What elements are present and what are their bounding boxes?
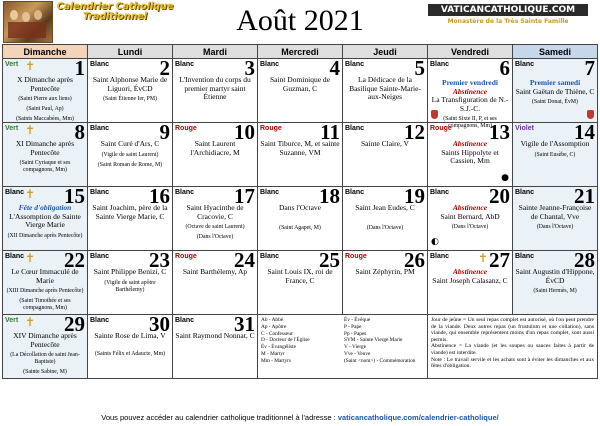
commemoration: (Sainte Sabine, M) (23, 369, 67, 375)
feast-name: Saint Bernard, AbD (440, 211, 500, 221)
commemoration: (Saint Eusèbe, C) (534, 151, 576, 158)
weekday-header: Mercredi (258, 45, 343, 59)
feast-name: Saint Louis IX, roi de France, C (267, 267, 333, 285)
liturgical-color: Blanc (90, 253, 110, 260)
feast-name: Saint Dominique de Guzman, C (270, 75, 330, 93)
liturgical-color: Rouge (345, 253, 367, 260)
liturgical-color: Blanc (430, 253, 450, 260)
latin-cross-icon: ✝ (25, 123, 36, 137)
day-cell (343, 184, 428, 251)
day-number: 5 (414, 56, 425, 80)
feast-name: Sainte Claire, V (361, 139, 409, 148)
legend-entry: D - Docteur de l'Église (261, 337, 310, 344)
feast-name: Saints Hippolyte et Cassien, Mm (441, 147, 499, 165)
obligation-label: Fête d'obligation (18, 203, 72, 212)
feast-name: X Dimanche après Pentecôte (17, 75, 73, 93)
abstinence-label: Abstinence (452, 139, 488, 148)
liturgical-color: Violet (515, 125, 534, 132)
day-cell (88, 184, 173, 251)
legend-entry: P - Pape (344, 323, 362, 330)
feast-name: Le Cœur Immaculé de Marie (11, 267, 79, 285)
day-cell (88, 120, 173, 187)
week-row (3, 59, 598, 123)
day-number: 6 (499, 56, 510, 80)
liturgical-color: Rouge (175, 253, 197, 260)
day-cell (3, 120, 88, 187)
latin-cross-icon: ✝ (25, 187, 36, 201)
commemoration: (Saint Agapet, M) (279, 224, 321, 231)
weekday-header: Mardi (173, 45, 258, 59)
commemoration: (Vigile de saint Laurent) (101, 151, 159, 158)
day-number: 13 (489, 120, 510, 144)
day-number: 4 (329, 56, 340, 80)
feast-name: XI Dimanche après Pentecôte (15, 139, 75, 157)
feast-name: Saint Zéphyrin, PM (355, 267, 415, 276)
commemoration: (Saint Sixte II, P, et ses compagnons, Mm) (443, 116, 497, 129)
legend-entry: Vve - Veuve (344, 350, 371, 357)
day-cell (88, 56, 173, 123)
day-number: 29 (64, 312, 85, 336)
immaculate-heart-icon (587, 110, 594, 119)
liturgical-color: Vert (5, 61, 19, 68)
legend-entry: Év - Évangéliste (261, 344, 297, 351)
day-number: 21 (574, 184, 595, 208)
feast-name: Sainte Jeanne-Françoise de Chantal, Vve (518, 203, 592, 221)
feast-name: XIV Dimanche après Pentecôte (13, 331, 77, 349)
legend-entry: SVM - Sainte Vierge Marie (344, 337, 403, 344)
day-number: 24 (234, 248, 255, 272)
commemoration: (Dans l'Octave) (451, 224, 489, 230)
day-cell (173, 56, 258, 123)
day-number: 7 (584, 56, 595, 80)
moon-phase-icon: ● (501, 173, 509, 183)
latin-cross-icon: ✝ (25, 315, 36, 329)
calendar-grid (2, 44, 598, 379)
abstinence-label: Abstinence (452, 86, 488, 96)
commemoration: (Dans l'Octave) (536, 224, 574, 230)
day-cell (258, 120, 343, 187)
commemoration: (XII Dimanche après Pentecôte) (7, 232, 83, 239)
feast-name: Saint Augustin d'Hippone, ÉvCD (515, 267, 595, 285)
fasting-note: Jour de jeûne = Un seul repas complet est autorisé, où l'on peut prendre de la viande. Deux autres repas (un frustulum et une collation), sans viande, qui ensemble représentent moins d'un repas complet, sont aussi permis. (431, 317, 594, 343)
week-row (3, 315, 598, 379)
liturgical-color: Blanc (515, 61, 535, 68)
feast-name: Saint Hyacinthe de Cracovie, C (186, 203, 244, 221)
legend-column-2 (344, 317, 415, 365)
day-number: 18 (319, 184, 340, 208)
day-number: 26 (404, 248, 425, 272)
day-number: 28 (574, 248, 595, 272)
liturgical-color: Rouge (430, 125, 452, 132)
sacred-heart-icon (431, 110, 438, 119)
legend-entry: Pp - Papes (344, 330, 367, 337)
liturgical-color: Blanc (345, 125, 365, 132)
commemoration: (Vigile de saint apôtre Barthélemy) (104, 279, 156, 293)
commemoration: (Saints Félix et Adaucte, Mm) (94, 350, 166, 357)
feast-name: Vigile de l'Assomption (520, 139, 590, 148)
liturgical-color: Rouge (260, 125, 282, 132)
latin-cross-icon: ✝ (25, 59, 36, 73)
day-cell (173, 248, 258, 315)
day-number: 8 (74, 120, 85, 144)
servile-work-note: Note : Le travail servile et les achats sont à éviter les dimanches et aux fêtes d'obligation. (431, 356, 594, 370)
commemoration: (Saint Hermès, M) (533, 288, 577, 294)
legend-entry: C - Confesseur (261, 330, 293, 337)
commemoration: (Saint Timothée et ses compagnons, Mm) (19, 298, 71, 311)
day-number: 22 (64, 248, 85, 272)
feast-name: La Transfiguration de N.-S.J.-C. (431, 95, 509, 113)
month-title: Août 2021 (236, 4, 364, 37)
liturgical-color: Blanc (260, 253, 280, 260)
day-number: 2 (159, 56, 170, 80)
day-number: 16 (149, 184, 170, 208)
liturgical-color: Blanc (260, 61, 280, 68)
feast-name: Dans l'Octave (279, 203, 321, 212)
legend-entry: V - Vierge (344, 344, 367, 351)
feast-name: Saint Gaëtan de Thiène, C (515, 86, 595, 96)
commemoration: (Saint Paul, Ap) (26, 106, 64, 112)
commemoration: (Saint Roman de Rome, M) (97, 161, 163, 168)
site-banner[interactable]: VATICANCATHOLIQUE.COM (428, 4, 588, 16)
day-cell (173, 184, 258, 251)
weekday-header: Vendredi (428, 45, 513, 59)
weekday-header: Samedi (513, 45, 598, 59)
footer (0, 413, 600, 423)
liturgical-color: Blanc (430, 61, 450, 68)
liturgical-color: Blanc (5, 189, 25, 196)
abstinence-note: Abstinence = La viande (et les soupes ou sauces faites à partir de viande) est interdite. (431, 343, 594, 356)
feast-name: Saint Joachim, père de la Sainte Vierge Marie, C (92, 203, 168, 221)
day-cell (88, 312, 173, 379)
day-cell (513, 120, 598, 187)
day-cell (343, 120, 428, 187)
week-row (3, 123, 598, 187)
day-cell (343, 56, 428, 123)
day-number: 14 (574, 120, 595, 144)
day-number: 11 (320, 120, 340, 144)
day-number: 30 (149, 312, 170, 336)
feast-name: Saint Curé d'Ars, C (100, 139, 160, 148)
legend-entry: Mm - Martyrs (261, 357, 292, 364)
weekday-header: Dimanche (3, 45, 88, 59)
day-number: 3 (244, 56, 255, 80)
legend-entry: Év - Évêque (344, 317, 371, 323)
liturgical-color: Blanc (90, 125, 110, 132)
day-cell (173, 120, 258, 187)
commemoration: (Saint Pierre aux liens) (18, 96, 72, 102)
liturgical-color: Blanc (345, 189, 365, 196)
legend-entry: M - Martyr (261, 350, 285, 357)
commemoration: (Octave de saint Laurent) (185, 224, 245, 230)
liturgical-color: Blanc (175, 61, 195, 68)
day-cell (258, 248, 343, 315)
day-number: 20 (489, 184, 510, 208)
moon-phase-icon: ◐ (431, 237, 439, 247)
weekday-header: Lundi (88, 45, 173, 59)
feast-name: Sainte Rose de Lima, V (94, 331, 166, 340)
footer-link[interactable]: vaticancatholique.com/calendrier-catholique/ (337, 413, 499, 422)
day-number: 10 (234, 120, 255, 144)
day-number: 23 (149, 248, 170, 272)
abbreviation-legend (258, 315, 428, 379)
liturgical-color: Blanc (175, 189, 195, 196)
day-cell (513, 184, 598, 251)
calendar-header (0, 0, 600, 44)
commemoration: (La Décollation de saint Jean-Baptiste) (10, 352, 80, 365)
feast-name: L'Assomption de Sainte Vierge Marie (9, 211, 81, 229)
day-number: 27 (489, 248, 510, 272)
legend-entry: (Saint <nom>) - Commémoration (344, 357, 416, 364)
day-number: 1 (74, 56, 85, 80)
day-number: 19 (404, 184, 425, 208)
commemoration: (Saint Donat, ÉvM) (532, 99, 578, 105)
feast-name: Saint Philippe Benizi, C (93, 267, 167, 276)
feast-name: Saint Alphonse Marie de Liguori, ÉvCD (92, 75, 168, 93)
feast-name: Saint Raymond Nonnat, C (175, 331, 255, 340)
liturgical-color: Blanc (515, 253, 535, 260)
commemoration: (Saint Cyriaque et ses compagnons, Mm) (19, 160, 71, 173)
week-row (3, 251, 598, 315)
liturgical-color: Blanc (345, 61, 365, 68)
footer-text: Vous pouvez accéder au calendrier catholique traditionnel à l'adresse : (101, 413, 336, 422)
liturgical-color: Blanc (260, 189, 280, 196)
legend-entry: Ap - Apôtre (261, 323, 287, 330)
latin-cross-icon: ✝ (477, 251, 488, 265)
abstinence-label: Abstinence (452, 203, 488, 212)
day-cell (258, 56, 343, 123)
day-number: 31 (234, 312, 255, 336)
day-number: 17 (234, 184, 255, 208)
logo-text: Calendrier Catholique Traditionnel (56, 1, 174, 22)
liturgical-color: Blanc (90, 189, 110, 196)
commemoration: (Saint Étienne Ier, PM) (103, 96, 157, 102)
weekday-header: Jeudi (343, 45, 428, 59)
liturgical-color: Blanc (5, 253, 25, 260)
feast-name: Saint Barthélemy, Ap (182, 267, 248, 276)
day-number: 25 (319, 248, 340, 272)
fasting-notes (428, 315, 598, 379)
day-cell (428, 248, 513, 315)
commemoration: (XIII Dimanche après Pentecôte) (6, 288, 84, 294)
day-cell (428, 184, 513, 251)
day-number: 12 (404, 120, 425, 144)
day-cell (513, 56, 598, 123)
day-cell (3, 184, 88, 251)
feast-name: La Dédicace de la Basilique Sainte-Marie-aux-Neiges (349, 75, 421, 101)
day-number: 9 (159, 120, 170, 144)
day-cell (3, 248, 88, 315)
abstinence-label: Abstinence (452, 267, 488, 276)
liturgical-color: Rouge (175, 125, 197, 132)
feast-name: Saint Tiburce, M, et sainte Suzanne, VM (260, 139, 340, 157)
week-row (3, 187, 598, 251)
day-cell (88, 248, 173, 315)
day-cell (3, 312, 88, 379)
logo-image (3, 1, 53, 43)
observance-label: Premier samedi (529, 78, 581, 87)
day-cell (3, 56, 88, 123)
legend-entry: Ab - Abbé (261, 317, 284, 323)
commemoration: (Dans l'Octave) (196, 234, 234, 240)
feast-name: Saint Laurent l'Archidiacre, M (190, 139, 240, 157)
liturgical-color: Blanc (515, 189, 535, 196)
liturgical-color: Blanc (430, 189, 450, 196)
feast-name: Saint Jean Eudes, C (355, 203, 415, 212)
day-cell (343, 248, 428, 315)
day-number: 15 (64, 184, 85, 208)
feast-name: Saint Joseph Calasanz, C (432, 275, 508, 285)
day-cell (258, 184, 343, 251)
day-cell (513, 248, 598, 315)
liturgical-color: Blanc (90, 317, 110, 324)
day-cell (173, 312, 258, 379)
liturgical-color: Blanc (90, 61, 110, 68)
liturgical-color: Vert (5, 317, 19, 324)
liturgical-color: Vert (5, 125, 19, 132)
site-subtitle: Monastère de la Très Sainte Famille (447, 18, 569, 25)
feast-name: L'Invention du corps du premier martyr saint Étienne (179, 75, 251, 101)
commemoration: (Saints Maccabées, Mm) (16, 116, 74, 122)
liturgical-color: Blanc (175, 317, 195, 324)
legend-column-1 (261, 317, 310, 365)
commemoration: (Dans l'Octave) (366, 224, 404, 231)
latin-cross-icon: ✝ (25, 251, 36, 265)
observance-label: Premier vendredi (441, 78, 499, 87)
